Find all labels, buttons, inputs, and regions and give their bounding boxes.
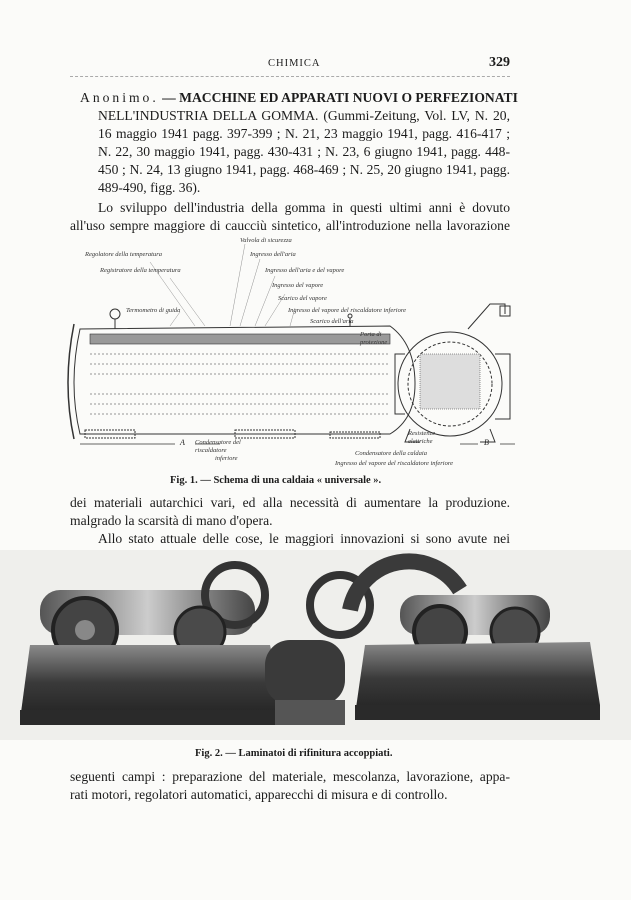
label-termometro: Termometro di guida bbox=[126, 307, 181, 314]
paragraph-line: all'uso sempre maggiore di caucciù sintetico, all'introduzione nella lavorazione bbox=[70, 218, 510, 233]
label-valvola: Valvola di sicurezza bbox=[240, 237, 292, 244]
heating-coil bbox=[90, 334, 390, 344]
label-condensatore-caldaia: Condensatore della caldaia bbox=[355, 450, 427, 457]
left-base bbox=[20, 645, 285, 720]
label-scarico-vapore: Scarico del vapore bbox=[278, 295, 327, 302]
label-scarico-aria: Scarico dell'aria bbox=[310, 318, 354, 325]
right-base bbox=[355, 642, 600, 715]
header-rule bbox=[70, 76, 510, 77]
motor bbox=[265, 640, 345, 705]
label-ingresso-aria: Ingresso dell'aria bbox=[250, 251, 296, 258]
label-ingresso-vapore-risc-2: Ingresso del vapore del riscaldatore inferiore bbox=[335, 460, 454, 467]
label-registratore: Registratore della temperatura bbox=[100, 267, 181, 274]
entry-line: N. 22, 30 maggio 1941, pagg. 430-431 ; N. 23, 6 giugno 1941, pagg. 448- bbox=[98, 144, 510, 159]
paragraph-line: Allo stato attuale delle cose, le maggiori innovazioni si sono avute nei bbox=[98, 531, 510, 546]
label-condensatore-risc-3: inferiore bbox=[215, 455, 238, 462]
figure-1-caption: Fig. 1. — Schema di una caldaia « universale ». bbox=[170, 475, 382, 486]
label-condensatore-risc-2: riscaldatore bbox=[195, 447, 227, 454]
entry-line: NELL'INDUSTRIA DELLA GOMMA. (Gummi-Zeitung, Vol. LV, N. 20, bbox=[98, 108, 510, 123]
label-resistenze-2: elettriche bbox=[408, 438, 433, 445]
paragraph-line: rati motori, regolatori automatici, apparecchi di misura e di controllo. bbox=[70, 787, 448, 802]
running-title: CHIMICA bbox=[268, 58, 321, 69]
figure-2-caption: Fig. 2. — Laminatoi di rifinitura accoppiati. bbox=[195, 748, 393, 759]
entry-line: 16 maggio 1941 pagg. 397-399 ; N. 21, 23 maggio 1941, pagg. 416-417 ; bbox=[98, 126, 510, 141]
label-resistenze: Resistenze bbox=[408, 430, 436, 437]
paragraph-line: dei materiali autarchici vari, ed alla necessità di aumentare la produzione. bbox=[70, 495, 510, 510]
paragraph-line: Lo sviluppo dell'industria della gomma in questi ultimi anni è dovuto bbox=[98, 200, 510, 215]
entry-line: 489-490, figg. 36). bbox=[98, 180, 201, 195]
label-ingresso-aria-vapore: Ingresso dell'aria e del vapore bbox=[265, 267, 345, 274]
label-porta: Porta di bbox=[360, 331, 382, 338]
label-regolatore: Regolatore della temperatura bbox=[85, 251, 163, 258]
entry-line: 450 ; N. 24, 13 giugno 1941, pagg. 468-469 ; N. 25, 20 giugno 1941, pagg. bbox=[98, 162, 510, 177]
figure-2-photo-rolling-mills bbox=[0, 550, 631, 740]
entry-author: Anonimo. bbox=[80, 90, 159, 105]
paragraph-line: malgrado la scarsità di mano d'opera. bbox=[70, 513, 273, 528]
label-a: A bbox=[180, 438, 185, 447]
figure-1-boiler-diagram bbox=[60, 234, 520, 448]
label-condensatore-risc: Condensatore del bbox=[195, 439, 241, 446]
paragraph-line: seguenti campi : preparazione del materiale, mescolanza, lavorazione, appa- bbox=[70, 769, 510, 784]
label-ingresso-vapore-risc: Ingresso del vapore del riscaldatore inferiore bbox=[288, 307, 407, 314]
label-ingresso-vapore: Ingresso del vapore bbox=[272, 282, 324, 289]
page-number: 329 bbox=[489, 55, 510, 70]
label-porta-2: protezione bbox=[360, 339, 388, 346]
entry-title: — MACCHINE ED APPARATI NUOVI O PERFEZIONATI bbox=[162, 90, 518, 105]
label-b: B bbox=[484, 438, 489, 447]
